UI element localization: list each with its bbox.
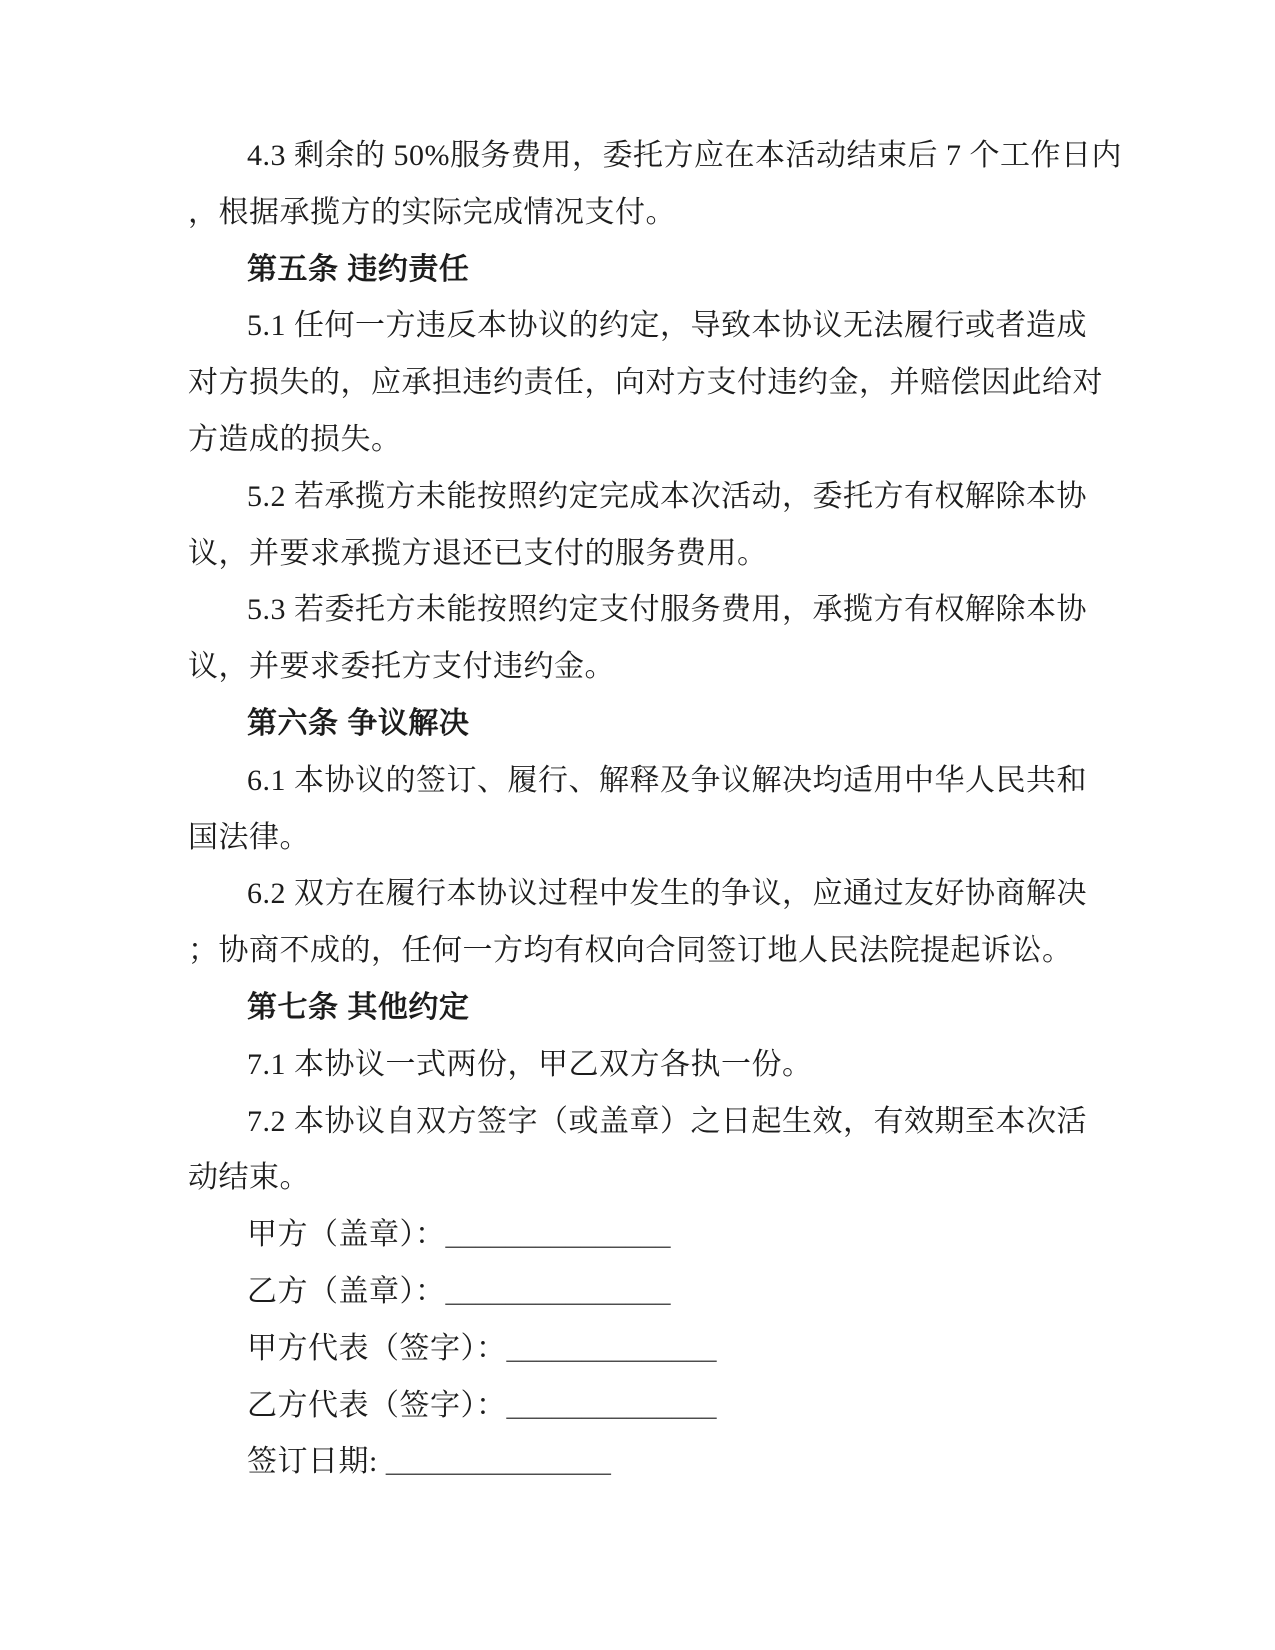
signature-blank-underline: ______________: [506, 1388, 717, 1422]
signature-label: 甲方（盖章）：: [247, 1218, 446, 1252]
paragraph-line: 国法律。: [188, 820, 310, 854]
paragraph-line: 7.1 本协议一式两份，甲乙双方各执一份。: [247, 1047, 813, 1081]
contract-page-body: [188, 128, 1148, 1491]
paragraph-line: 对方损失的，应承担违约责任，向对方支付违约金，并赔偿因此给对: [188, 366, 1103, 400]
signature-label: 甲方代表（签字）：: [247, 1331, 507, 1365]
paragraph-line: 6.2 双方在履行本协议过程中发生的争议，应通过友好协商解决: [247, 877, 1087, 911]
signature-label: 签订日期:: [247, 1445, 386, 1479]
paragraph-line: ；协商不成的，任何一方均有权向合同签订地人民法院提起诉讼。: [188, 934, 1073, 968]
signature-blank-underline: _______________: [445, 1274, 671, 1308]
paragraph-line: 5.1 任何一方违反本协议的约定，导致本协议无法履行或者造成: [247, 309, 1087, 343]
paragraph-line: 5.3 若委托方未能按照约定支付服务费用，承揽方有权解除本协: [247, 593, 1087, 627]
paragraph-line: 议，并要求委托方支付违约金。: [188, 650, 615, 684]
signature-line: [188, 1207, 1148, 1264]
paragraph-line: 7.2 本协议自双方签字（或盖章）之日起生效，有效期至本次活: [247, 1104, 1087, 1138]
signature-line: [188, 1321, 1148, 1378]
signature-blank-underline: ______________: [506, 1331, 717, 1365]
signature-label: 乙方代表（签字）：: [247, 1388, 507, 1422]
paragraph-line: 5.2 若承揽方未能按照约定完成本次活动，委托方有权解除本协: [247, 479, 1087, 513]
paragraph-line: 4.3 剩余的 50%服务费用，委托方应在本活动结束后 7 个工作日内: [247, 139, 1122, 172]
paragraph-line: 方造成的损失。: [188, 422, 402, 456]
paragraph-line: 6.1 本协议的签订、履行、解释及争议解决均适用中华人民共和: [247, 763, 1087, 797]
signature-line: [188, 1378, 1148, 1435]
signature-blank-underline: _______________: [385, 1445, 611, 1479]
section-heading: 第六条 争议解决: [247, 706, 470, 740]
paragraph-line: 议，并要求承揽方退还已支付的服务费用。: [188, 536, 768, 570]
signature-line: [188, 1264, 1148, 1321]
paragraph-line: 动结束。: [188, 1161, 310, 1195]
section-heading: 第七条 其他约定: [247, 990, 470, 1024]
signature-blank-underline: _______________: [445, 1218, 671, 1252]
signature-line: [188, 1434, 1148, 1491]
section-heading: 第五条 违约责任: [247, 252, 470, 286]
paragraph-line: ，根据承揽方的实际完成情况支付。: [188, 195, 676, 229]
signature-label: 乙方（盖章）：: [247, 1274, 446, 1308]
